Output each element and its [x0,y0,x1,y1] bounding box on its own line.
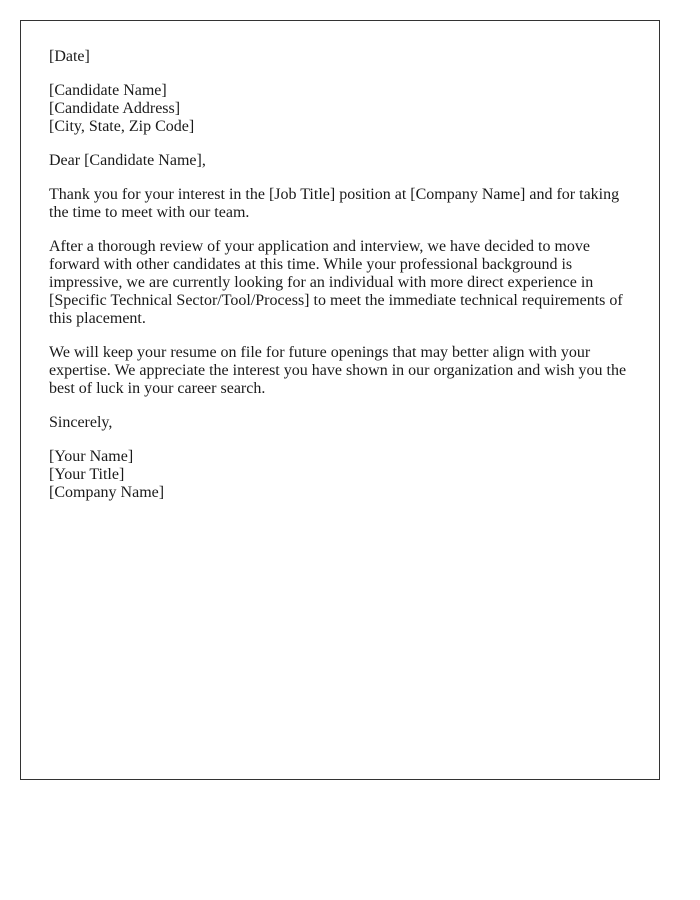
body-paragraph-1: Thank you for your interest in the [Job Title] position at [Company Name] and for taking the time to meet with our team. [49,186,620,221]
closing: Sincerely, [49,414,113,431]
recipient-address: [Candidate Address] [49,100,181,117]
signature-name: [Your Name] [49,448,134,465]
letter-page [20,20,660,780]
body-paragraph-2: After a thorough review of your application and interview, we have decided to move forward with other candidates at this time. While your professional background is impressive, we are currently looking for an individual with more direct experience in [Specific Technical Sector/Tool/Process] to meet the immediate technical requirements of this placement. [49,238,623,327]
signature-block [49,448,631,502]
recipient-block [49,82,631,136]
signature-title: [Your Title] [49,466,125,483]
recipient-name: [Candidate Name] [49,82,167,99]
salutation: Dear [Candidate Name], [49,152,206,169]
body-paragraph-3: We will keep your resume on file for future openings that may better align with your expertise. We appreciate the interest you have shown in our organization and wish you the best of luck in your career search. [49,344,627,397]
recipient-city-state-zip: [City, State, Zip Code] [49,118,195,135]
letter-date: [Date] [49,48,90,65]
signature-company: [Company Name] [49,484,165,501]
